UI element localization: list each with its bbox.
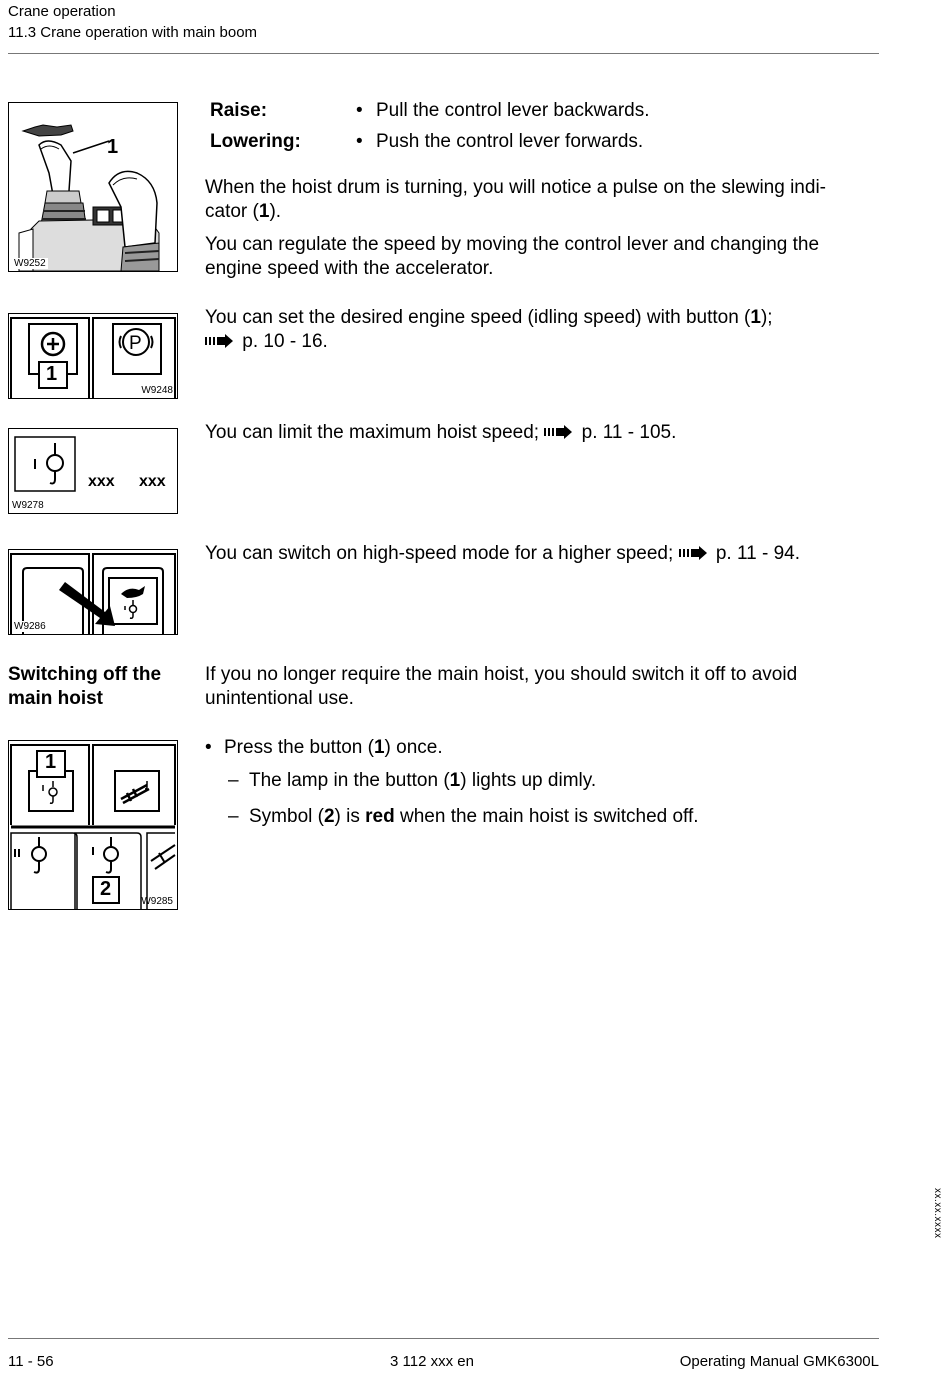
text-line: engine speed with the accelerator.	[205, 258, 494, 279]
footer-page-number: 11 - 56	[8, 1353, 54, 1370]
step-press-button	[205, 736, 212, 760]
figure-id: W9252	[14, 258, 46, 269]
heading-line: Switching off the	[8, 664, 162, 685]
text-line: When the hoist drum is turning, you will notice a pulse on the slewing indi-	[205, 177, 826, 198]
paragraph-idle-speed	[205, 306, 773, 354]
text-line: You can limit the maximum hoist speed;	[205, 422, 540, 443]
footer-manual-title: Operating Manual GMK6300L	[679, 1353, 879, 1370]
figure-id: W9248	[141, 385, 173, 396]
side-code: xx.xx.xxxx	[932, 1188, 943, 1239]
display-value-2: xxx	[139, 473, 166, 490]
figure-id: W9285	[141, 896, 173, 907]
bullet: •	[356, 131, 363, 152]
callout-1: 1	[46, 363, 58, 385]
raise-text: Pull the control lever backwards.	[376, 100, 650, 121]
dash: –	[228, 770, 239, 791]
text-line: If you no longer require the main hoist, you should switch it off to avoid	[205, 664, 798, 685]
bullet: •	[356, 100, 363, 121]
footer-doc-number: 3 112 xxx en	[390, 1353, 474, 1370]
footer-rule	[8, 1338, 879, 1339]
paragraph-regulate	[205, 233, 819, 281]
figure-high-speed-button	[8, 549, 178, 635]
result-symbol: Symbol (2) is red when the main hoist is switched off.	[249, 806, 699, 827]
paragraph-limit-speed	[205, 421, 676, 445]
svg-text:P: P	[129, 333, 142, 354]
paragraph-high-speed	[205, 542, 800, 566]
raise-label: Raise:	[210, 100, 268, 121]
figure-engine-buttons	[8, 313, 178, 399]
bullet: •	[205, 737, 212, 758]
lowering-label: Lowering:	[210, 131, 301, 152]
figure-id: W9286	[14, 621, 46, 632]
paragraph-pulse	[205, 176, 826, 224]
callout-1: 1	[45, 751, 57, 773]
joystick-illustration	[9, 103, 177, 271]
text-line: You can set the desired engine speed (idling speed) with button (1);	[205, 307, 773, 328]
figure-id: W9278	[12, 500, 44, 511]
page-reference[interactable]: p. 11 - 94.	[715, 543, 800, 564]
text-line: cator (1).	[205, 201, 282, 222]
header-rule	[8, 53, 879, 54]
figure-joystick	[8, 102, 178, 272]
hoist-switch-illustration	[9, 741, 177, 909]
dash: –	[228, 806, 239, 827]
lowering-text: Push the control lever forwards.	[376, 131, 644, 152]
heading-line: main hoist	[8, 688, 104, 709]
callout-1: 1	[107, 136, 119, 158]
header-section: 11.3 Crane operation with main boom	[8, 24, 258, 41]
text-line: You can regulate the speed by moving the control lever and changing the	[205, 234, 820, 255]
text-line	[205, 330, 773, 354]
display-value-1: xxx	[88, 473, 115, 490]
result-lamp: The lamp in the button (1) lights up dimly.	[249, 770, 597, 791]
text-line: unintentional use.	[205, 688, 354, 709]
callout-2: 2	[100, 878, 112, 900]
page-reference-arrow-icon	[544, 425, 576, 439]
paragraph-switch-off-intro	[205, 663, 797, 711]
page-reference[interactable]: p. 10 - 16.	[242, 331, 328, 352]
figure-hoist-speed-display	[8, 428, 178, 514]
header-chapter: Crane operation	[8, 3, 116, 20]
step-text: Press the button (1) once.	[224, 737, 443, 758]
section-heading	[8, 663, 161, 711]
text-line: You can switch on high-speed mode for a higher speed;	[205, 543, 674, 564]
page-reference-arrow-icon	[205, 334, 237, 348]
page-reference-arrow-icon	[679, 546, 711, 560]
page-reference[interactable]: p. 11 - 105.	[581, 422, 677, 443]
figure-hoist-switch	[8, 740, 178, 910]
